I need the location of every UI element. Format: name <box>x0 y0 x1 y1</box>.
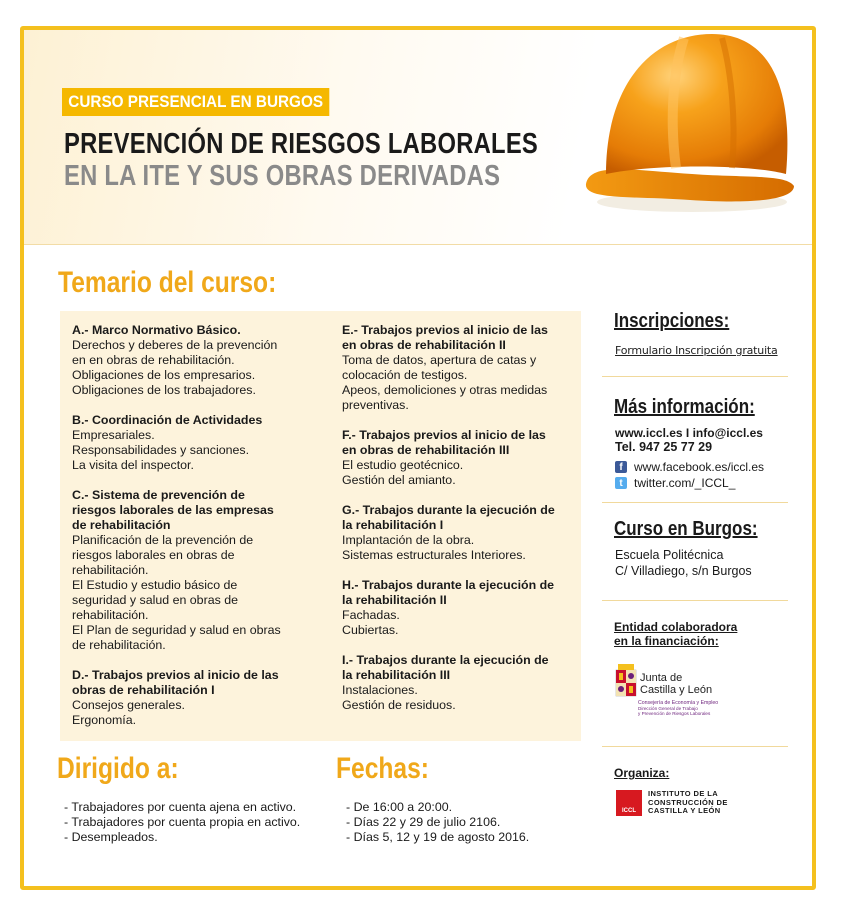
temario-item-heading: en obras de rehabilitación III <box>342 443 510 457</box>
header-divider <box>24 244 812 245</box>
iccl-line: CASTILLA Y LEÓN <box>648 806 721 816</box>
junta-name1: Junta de <box>640 672 683 684</box>
temario-item-heading: C.- Sistema de prevención de <box>72 488 245 502</box>
temario-item <box>342 428 580 488</box>
temario-item-heading: riesgos laborales de las empresas <box>72 503 274 517</box>
twitter-label: twitter.com/_ICCL_ <box>634 476 736 490</box>
temario-item-heading: E.- Trabajos previos al inicio de las <box>342 323 548 337</box>
temario-item-line: Empresariales. <box>72 428 155 442</box>
temario-item <box>342 578 580 638</box>
temario-item-line: riesgos laborales en obras de <box>72 548 235 562</box>
curso-burgos-heading: Curso en Burgos: <box>614 518 758 540</box>
entidad-colaboradora-heading <box>614 620 737 648</box>
list-item: - Trabajadores por cuenta ajena en activo. <box>64 800 297 814</box>
temario-item-heading: la rehabilitación I <box>342 518 444 532</box>
divider <box>602 502 788 503</box>
temario-item-heading: A.- Marco Normativo Básico. <box>72 323 241 337</box>
inscription-form-link[interactable]: Formulario Inscripción gratuita <box>615 344 778 357</box>
iccl-line: CONSTRUCCIÓN DE <box>648 797 728 807</box>
temario-item-line: Apeos, demoliciones y otras medidas <box>342 383 548 397</box>
junta-name2: Castilla y León <box>640 684 713 696</box>
temario-item <box>72 413 312 473</box>
temario-item-line: rehabilitación. <box>72 608 149 622</box>
entidad-line: Entidad colaboradora <box>614 620 738 634</box>
junta-coat-of-arms <box>616 664 636 696</box>
iccl-logo-block <box>616 790 768 816</box>
temario-item-heading: de rehabilitación <box>72 518 171 532</box>
temario-item <box>342 503 580 563</box>
temario-item-line: colocación de testigos. <box>342 368 468 382</box>
temario-item-heading: G.- Trabajos durante la ejecución de <box>342 503 555 517</box>
temario-item-heading: en obras de rehabilitación II <box>342 338 506 352</box>
temario-item-line: Consejos generales. <box>72 698 185 712</box>
junta-castilla-leon-logo <box>614 662 754 722</box>
temario-item-line: Instalaciones. <box>342 683 418 697</box>
temario-item-line: El Plan de seguridad y salud en obras <box>72 623 281 637</box>
course-badge: CURSO PRESENCIAL EN BURGOS <box>62 88 329 116</box>
temario-item-line: El Estudio y estudio básico de <box>72 578 238 592</box>
entidad-line: en la financiación: <box>614 634 719 648</box>
junta-sub2: Dirección General de Trabajo <box>638 706 698 711</box>
venue-address <box>615 548 752 579</box>
list-item: - De 16:00 a 20:00. <box>346 800 453 814</box>
facebook-label: www.facebook.es/iccl.es <box>634 460 765 474</box>
web-email-text[interactable]: www.iccl.es I info@iccl.es <box>615 426 763 440</box>
hard-hat-image <box>572 26 802 214</box>
iccl-line: INSTITUTO DE LA <box>648 789 719 799</box>
venue-name: Escuela Politécnica <box>615 548 724 562</box>
inscripciones-heading: Inscripciones: <box>614 310 730 332</box>
venue-street: C/ Villadiego, s/n Burgos <box>615 563 752 578</box>
list-item: - Trabajadores por cuenta propia en activo. <box>64 815 301 829</box>
list-item: - Días 22 y 29 de julio 2106. <box>346 815 501 829</box>
temario-title: Temario del curso: <box>58 266 277 299</box>
temario-item <box>342 323 580 413</box>
dirigido-list <box>64 800 300 845</box>
list-item: - Desempleados. <box>64 830 158 844</box>
temario-item-line: Obligaciones de los empresarios. <box>72 368 256 382</box>
temario-item <box>72 668 312 728</box>
facebook-icon: f <box>615 461 627 473</box>
temario-item-heading: la rehabilitación III <box>342 668 451 682</box>
temario-item-heading: D.- Trabajos previos al inicio de las <box>72 668 279 682</box>
list-item: - Días 5, 12 y 19 de agosto 2016. <box>346 830 530 844</box>
twitter-icon: t <box>615 477 627 489</box>
temario-item-heading: F.- Trabajos previos al inicio de las <box>342 428 546 442</box>
temario-item-line: Obligaciones de los trabajadores. <box>72 383 256 397</box>
temario-item-line: preventivas. <box>342 398 409 412</box>
temario-item-heading: B.- Coordinación de Actividades <box>72 413 263 427</box>
page-title: PREVENCIÓN DE RIESGOS LABORALES <box>64 128 539 160</box>
fechas-list <box>346 800 529 845</box>
temario-item-heading: obras de rehabilitación I <box>72 683 215 697</box>
junta-sub3: y Prevención de Riesgos Laborales <box>638 711 711 716</box>
temario-box <box>60 311 581 741</box>
fechas-title: Fechas: <box>336 752 429 785</box>
iccl-logo: ICCL <box>616 790 642 816</box>
divider <box>602 746 788 747</box>
temario-item-line: La visita del inspector. <box>72 458 194 472</box>
temario-column-left <box>72 323 312 743</box>
flyer-frame <box>20 26 816 890</box>
temario-item-line: El estudio geotécnico. <box>342 458 464 472</box>
temario-item <box>72 488 312 653</box>
temario-item <box>72 323 312 398</box>
temario-item-line: Ergonomía. <box>72 713 137 727</box>
temario-column-right <box>342 323 580 728</box>
page-subtitle: EN LA ITE Y SUS OBRAS DERIVADAS <box>64 160 501 192</box>
divider <box>602 376 788 377</box>
temario-item <box>342 653 580 713</box>
temario-item-line: de rehabilitación. <box>72 638 166 652</box>
iccl-name <box>648 790 768 816</box>
temario-item-line: Toma de datos, apertura de catas y <box>342 353 537 367</box>
temario-item-line: Sistemas estructurales Interiores. <box>342 548 526 562</box>
temario-item-heading: H.- Trabajos durante la ejecución de <box>342 578 555 592</box>
organiza-heading: Organiza: <box>614 766 670 780</box>
temario-item-line: en en obras de rehabilitación. <box>72 353 235 367</box>
temario-item-line: Derechos y deberes de la prevención <box>72 338 278 352</box>
twitter-link[interactable] <box>615 476 735 490</box>
temario-item-line: Planificación de la prevención de <box>72 533 254 547</box>
junta-sub1: Consejería de Economía y Empleo <box>638 700 719 706</box>
divider <box>602 600 788 601</box>
temario-item-line: Gestión del amianto. <box>342 473 456 487</box>
temario-item-line: seguridad y salud en obras de <box>72 593 239 607</box>
temario-item-line: Gestión de residuos. <box>342 698 456 712</box>
facebook-link[interactable] <box>615 460 764 474</box>
temario-item-line: Fachadas. <box>342 608 400 622</box>
temario-item-line: Cubiertas. <box>342 623 399 637</box>
temario-item-heading: I.- Trabajos durante la ejecución de <box>342 653 549 667</box>
mas-informacion-heading: Más información: <box>614 396 755 418</box>
temario-item-heading: la rehabilitación II <box>342 593 447 607</box>
phone-text: Tel. 947 25 77 29 <box>615 440 713 454</box>
temario-item-line: Responsabilidades y sanciones. <box>72 443 250 457</box>
dirigido-title: Dirigido a: <box>57 752 179 785</box>
temario-item-line: Implantación de la obra. <box>342 533 475 547</box>
temario-item-line: rehabilitación. <box>72 563 149 577</box>
